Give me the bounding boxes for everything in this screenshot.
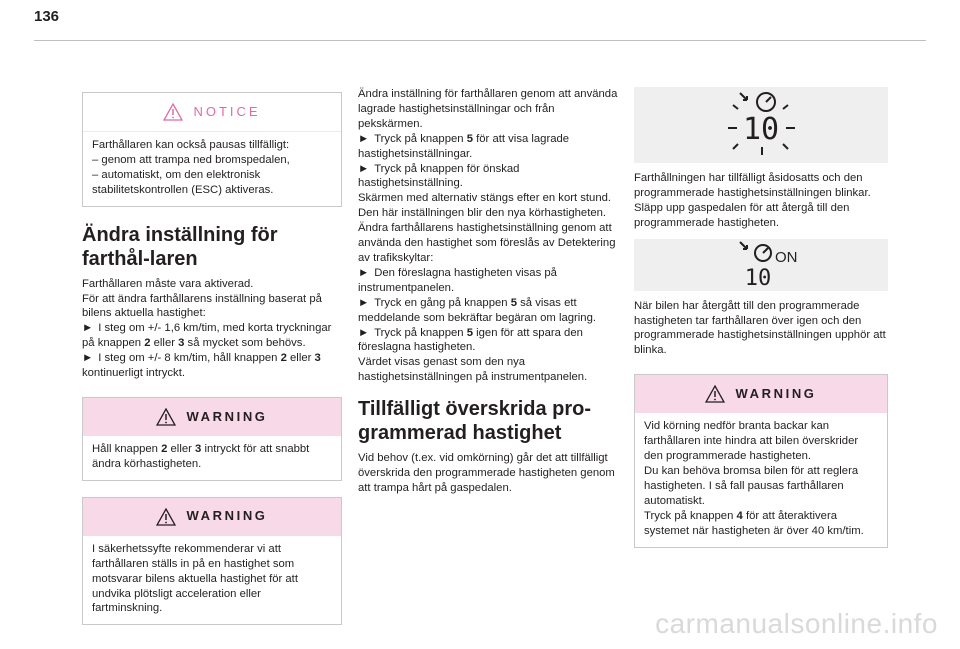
- arrow-right-icon: ►: [358, 296, 370, 309]
- notice-line: Farthållaren kan också pausas tillfälligt:: [92, 139, 290, 151]
- svg-text:ON: ON: [775, 248, 798, 266]
- paragraph: Värdet visas genast som den nya hastighetsinställningen på instrumentpanelen.: [358, 356, 588, 384]
- notice-line: – automatiskt, om den elektronisk stabilitetskontrollen (ESC) aktiveras.: [92, 168, 274, 196]
- paragraph: Skärmen med alternativ stängs efter en kort stund.: [358, 192, 612, 205]
- notice-box: [82, 92, 342, 207]
- step-item: ► Tryck en gång på knappen 5 så visas ett meddelande som bekräftar begäran om lagring.: [358, 296, 597, 324]
- page-number: 136: [34, 8, 60, 25]
- step-item: ► Tryck på knappen 5 igen för att spara den föreslagna hastigheten.: [358, 326, 583, 354]
- arrow-right-icon: ►: [82, 322, 94, 335]
- paragraph: Farthållningen har tillfälligt åsidosatts och den programmerade hastighetsinställningen blinkar. Släpp upp gaspedalen för att återgå till den programmerade hastigheten.: [634, 172, 871, 229]
- svg-text:10: 10: [742, 112, 780, 147]
- svg-text:10: 10: [744, 265, 772, 291]
- speed-override-illustration: [634, 87, 888, 163]
- warning-body: [83, 536, 341, 625]
- speedometer-icon: [634, 87, 888, 163]
- paragraph: Vid behov (t.ex. vid omkörning) går det att tillfälligt överskrida den programmerade hastigheten genom att trampa hårt på gaspedalen.: [358, 452, 615, 494]
- step-item: ► Tryck på knappen 5 för att visa lagrade hastighetsinställningar.: [358, 132, 570, 160]
- step-item: ► Den föreslagna hastigheten visas på instrumentpanelen.: [358, 266, 557, 294]
- arrow-right-icon: ►: [358, 326, 370, 339]
- paragraph: Ändra farthållarens hastighetsinställning genom att använda den hastighet som föreslås av Detektering av trafikskyltar:: [358, 222, 616, 264]
- warning-triangle-icon: [705, 385, 725, 403]
- section-heading: Tillfälligt överskrida pro-grammerad hastighet: [358, 398, 592, 445]
- warning-header: [83, 498, 341, 536]
- warning-body: [635, 413, 887, 546]
- warning-triangle-icon: [163, 103, 183, 121]
- speed-resume-illustration: [634, 239, 888, 291]
- warning-triangle-icon: [156, 408, 176, 426]
- arrow-right-icon: ►: [358, 266, 370, 279]
- step-item: ► Tryck på knappen för önskad hastighetsinställning.: [358, 162, 520, 190]
- paragraph: För att ändra farthållarens inställning baserat på bilens aktuella hastighet:: [82, 292, 322, 320]
- warning-body: [83, 436, 341, 480]
- warning-header: [635, 375, 887, 413]
- step-item: ► I steg om +/- 1,6 km/tim, med korta tryckningar på knappen 2 eller 3 så mycket som behövs.: [82, 322, 332, 350]
- warning-text: Håll knappen 2 eller 3 intryckt för att snabbt ändra körhastigheten.: [92, 442, 310, 470]
- warning-title: WARNING: [186, 408, 268, 424]
- arrow-right-icon: ►: [358, 162, 370, 175]
- paragraph: Den här inställningen blir den nya körhastigheten.: [358, 207, 607, 220]
- paragraph: När bilen har återgått till den programmerade hastigheten tar farthållaren över igen och den programmerade hastighetsinställningen upphör att blinka.: [634, 299, 886, 357]
- warning-box: [82, 497, 342, 626]
- footer-watermark: carmanualsonline.info: [655, 608, 938, 639]
- warning-triangle-icon: [156, 508, 176, 526]
- top-divider: [34, 40, 926, 41]
- warning-text: I säkerhetssyfte rekommenderar vi att farthållaren ställs in på en hastighet som motsvarar bilens aktuella hastighet för att undvika plötsligt acceleration eller fartminskning.: [92, 542, 298, 615]
- notice-body: [83, 132, 341, 206]
- column-1: [82, 92, 342, 641]
- warning-header: [83, 398, 341, 436]
- paragraph: Ändra inställning för farthållaren genom att använda lagrade hastighetsinställningar och från pekskärmen.: [358, 88, 618, 130]
- warning-text: Du kan behöva bromsa bilen för att reglera hastigheten. I så fall pausas farthållaren automatiskt.: [644, 464, 859, 507]
- warning-text: Vid körning nedför branta backar kan farthållaren inte hindra att bilen överskrider den programmerade hastigheten.: [644, 420, 859, 463]
- column-3: [634, 87, 888, 564]
- notice-title: NOTICE: [193, 103, 261, 119]
- speedometer-icon: [634, 239, 888, 291]
- column-2: [358, 87, 620, 496]
- arrow-right-icon: ►: [358, 132, 370, 145]
- step-item: ► I steg om +/- 8 km/tim, håll knappen 2 eller 3 kontinuerligt intryckt.: [82, 352, 321, 380]
- paragraph: Farthållaren måste vara aktiverad.: [82, 277, 254, 290]
- notice-line: – genom att trampa ned bromspedalen,: [92, 153, 290, 166]
- warning-title: WARNING: [186, 508, 268, 524]
- section-heading: Ändra inställning för farthål-laren: [82, 223, 278, 270]
- arrow-right-icon: ►: [82, 352, 94, 365]
- warning-box: [82, 397, 342, 481]
- warning-box: [634, 374, 888, 547]
- notice-header: [83, 93, 341, 132]
- warning-text: Tryck på knappen 4 för att återaktivera systemet när hastigheten är över 40 km/tim.: [644, 509, 864, 537]
- warning-title: WARNING: [735, 385, 817, 401]
